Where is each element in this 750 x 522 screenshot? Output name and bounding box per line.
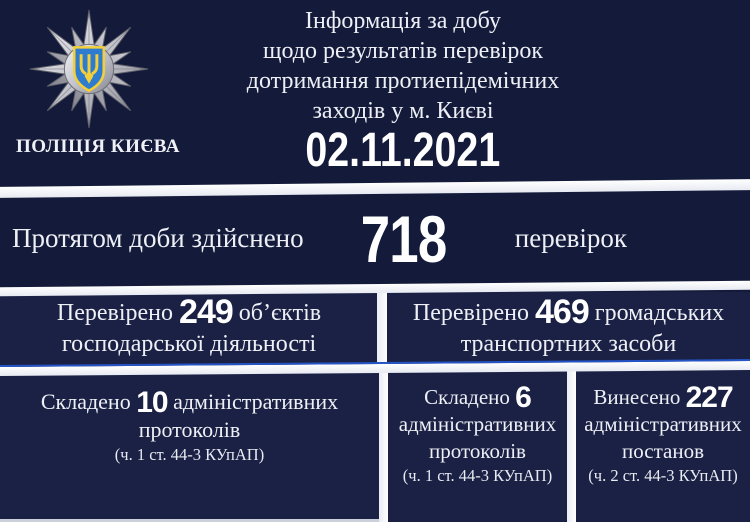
stat-prefix: Перевірено: [56, 300, 174, 326]
report-date: 02.11.2021: [305, 124, 501, 177]
stat-text: [401, 293, 736, 360]
vertical-divider: [379, 366, 388, 522]
stat-text: [394, 381, 561, 465]
title-line: дотримання протиепідемічних: [246, 68, 560, 94]
stat-suffix: об’єктів господарської діяльності: [61, 300, 322, 357]
summary-band: [0, 193, 750, 284]
stat-value: 10: [136, 386, 168, 419]
stat-value: 249: [179, 293, 233, 331]
title-line: щодо результатів перевірок: [263, 38, 543, 64]
summary-value: 718: [360, 201, 447, 276]
summary-suffix: перевірок: [514, 223, 628, 253]
brand-label: ПОЛІЦІЯ КИЄВА: [16, 136, 180, 157]
header-section: [0, 0, 750, 184]
legal-reference: (ч. 2 ст. 44-3 КУпАП): [588, 466, 738, 485]
stat-box-public-transport: [387, 292, 750, 366]
vertical-divider: [377, 286, 387, 368]
title-line: Інформація за добу: [305, 8, 501, 34]
stat-suffix: адміністративних протоколів: [398, 412, 557, 463]
stat-suffix: громадських транспортних засоби: [460, 300, 725, 357]
stat-box-protocols-transport: [388, 370, 567, 522]
brand-block: [16, 6, 180, 158]
stat-prefix: Складено: [40, 389, 131, 414]
stat-suffix: адміністративних постанов: [584, 412, 742, 463]
stat-prefix: Складено: [424, 385, 510, 409]
stat-prefix: Винесено: [593, 385, 681, 409]
summary-prefix: Протягом доби здійснено: [12, 223, 304, 253]
police-badge-icon: [26, 6, 152, 132]
stat-box-business-objects: [0, 292, 378, 366]
stat-text: [14, 293, 364, 360]
legal-reference: (ч. 1 ст. 44-3 КУпАП): [114, 445, 265, 464]
stat-box-protocols-business: [0, 370, 379, 522]
legal-reference: (ч. 1 ст. 44-3 КУпАП): [402, 466, 553, 485]
stat-value: 6: [515, 381, 531, 414]
stat-text: [28, 388, 351, 444]
stat-box-resolutions: [576, 370, 750, 522]
title-line: заходів у м. Києві: [312, 98, 494, 124]
stat-value: 469: [535, 293, 589, 331]
stat-text: [581, 381, 745, 465]
stat-suffix: адміністративних протоколів: [138, 389, 339, 442]
stat-value: 227: [685, 381, 733, 414]
vertical-divider: [567, 366, 576, 522]
title-block: [160, 6, 646, 177]
stat-prefix: Перевірено: [412, 300, 530, 326]
